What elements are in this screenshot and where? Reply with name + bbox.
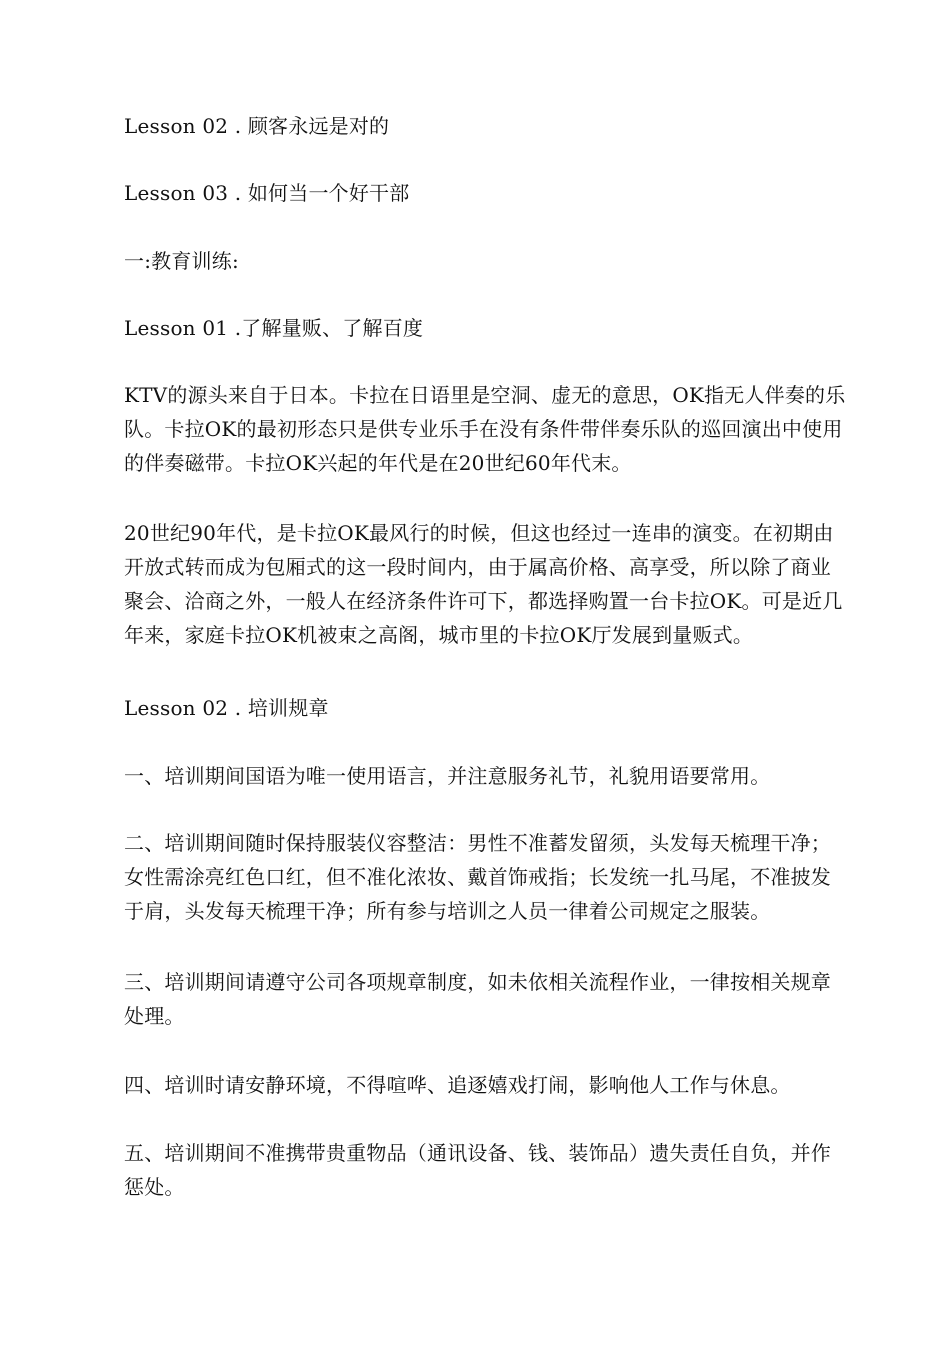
lesson-heading-01-understand: Lesson 01 .了解量贩、了解百度	[124, 316, 424, 340]
lesson-heading-02-customer: Lesson 02 . 顾客永远是对的	[124, 114, 390, 138]
rule-item-5: 五、培训期间不准携带贵重物品（通讯设备、钱、装饰品）遗失责任自负，并作惩处。	[124, 1141, 831, 1199]
rule-item-4: 四、培训时请安静环境，不得喧哗、追逐嬉戏打闹，影响他人工作与休息。	[124, 1073, 791, 1097]
lesson-heading-03-cadre: Lesson 03 . 如何当一个好干部	[124, 181, 410, 205]
paragraph-ktv-origin: KTV的源头来自于日本。卡拉在日语里是空洞、虚无的意思，OK指无人伴奏的乐队。卡拉OK的最初形态只是供专业乐手在没有条件带伴奏乐队的巡回演出中使用的伴奏磁带。卡拉OK兴起的年代是在20世纪60年代末。	[124, 383, 846, 475]
paragraph-karaoke-history: 20世纪90年代，是卡拉OK最风行的时候，但这也经过一连串的演变。在初期由开放式转而成为包厢式的这一段时间内，由于属高价格、高享受，所以除了商业聚会、洽商之外，一般人在经济条件许可下，都选择购置一台卡拉OK。可是近几年来，家庭卡拉OK机被束之高阁，城市里的卡拉OK厅发展到量贩式。	[124, 521, 843, 647]
lesson-heading-02-rules: Lesson 02 . 培训规章	[124, 696, 329, 720]
section-heading-education: 一:教育训练:	[124, 249, 239, 273]
rule-item-3: 三、培训期间请遵守公司各项规章制度，如未依相关流程作业，一律按相关规章处理。	[124, 970, 831, 1028]
rule-item-2: 二、培训期间随时保持服装仪容整洁：男性不准蓄发留须，头发每天梳理干净；女性需涂亮红色口红，但不准化浓妆、戴首饰戒指；长发统一扎马尾，不准披发于肩，头发每天梳理干净；所有参与培训之人员一律着公司规定之服装。	[124, 831, 831, 923]
rule-item-1: 一、培训期间国语为唯一使用语言，并注意服务礼节，礼貌用语要常用。	[124, 764, 771, 788]
